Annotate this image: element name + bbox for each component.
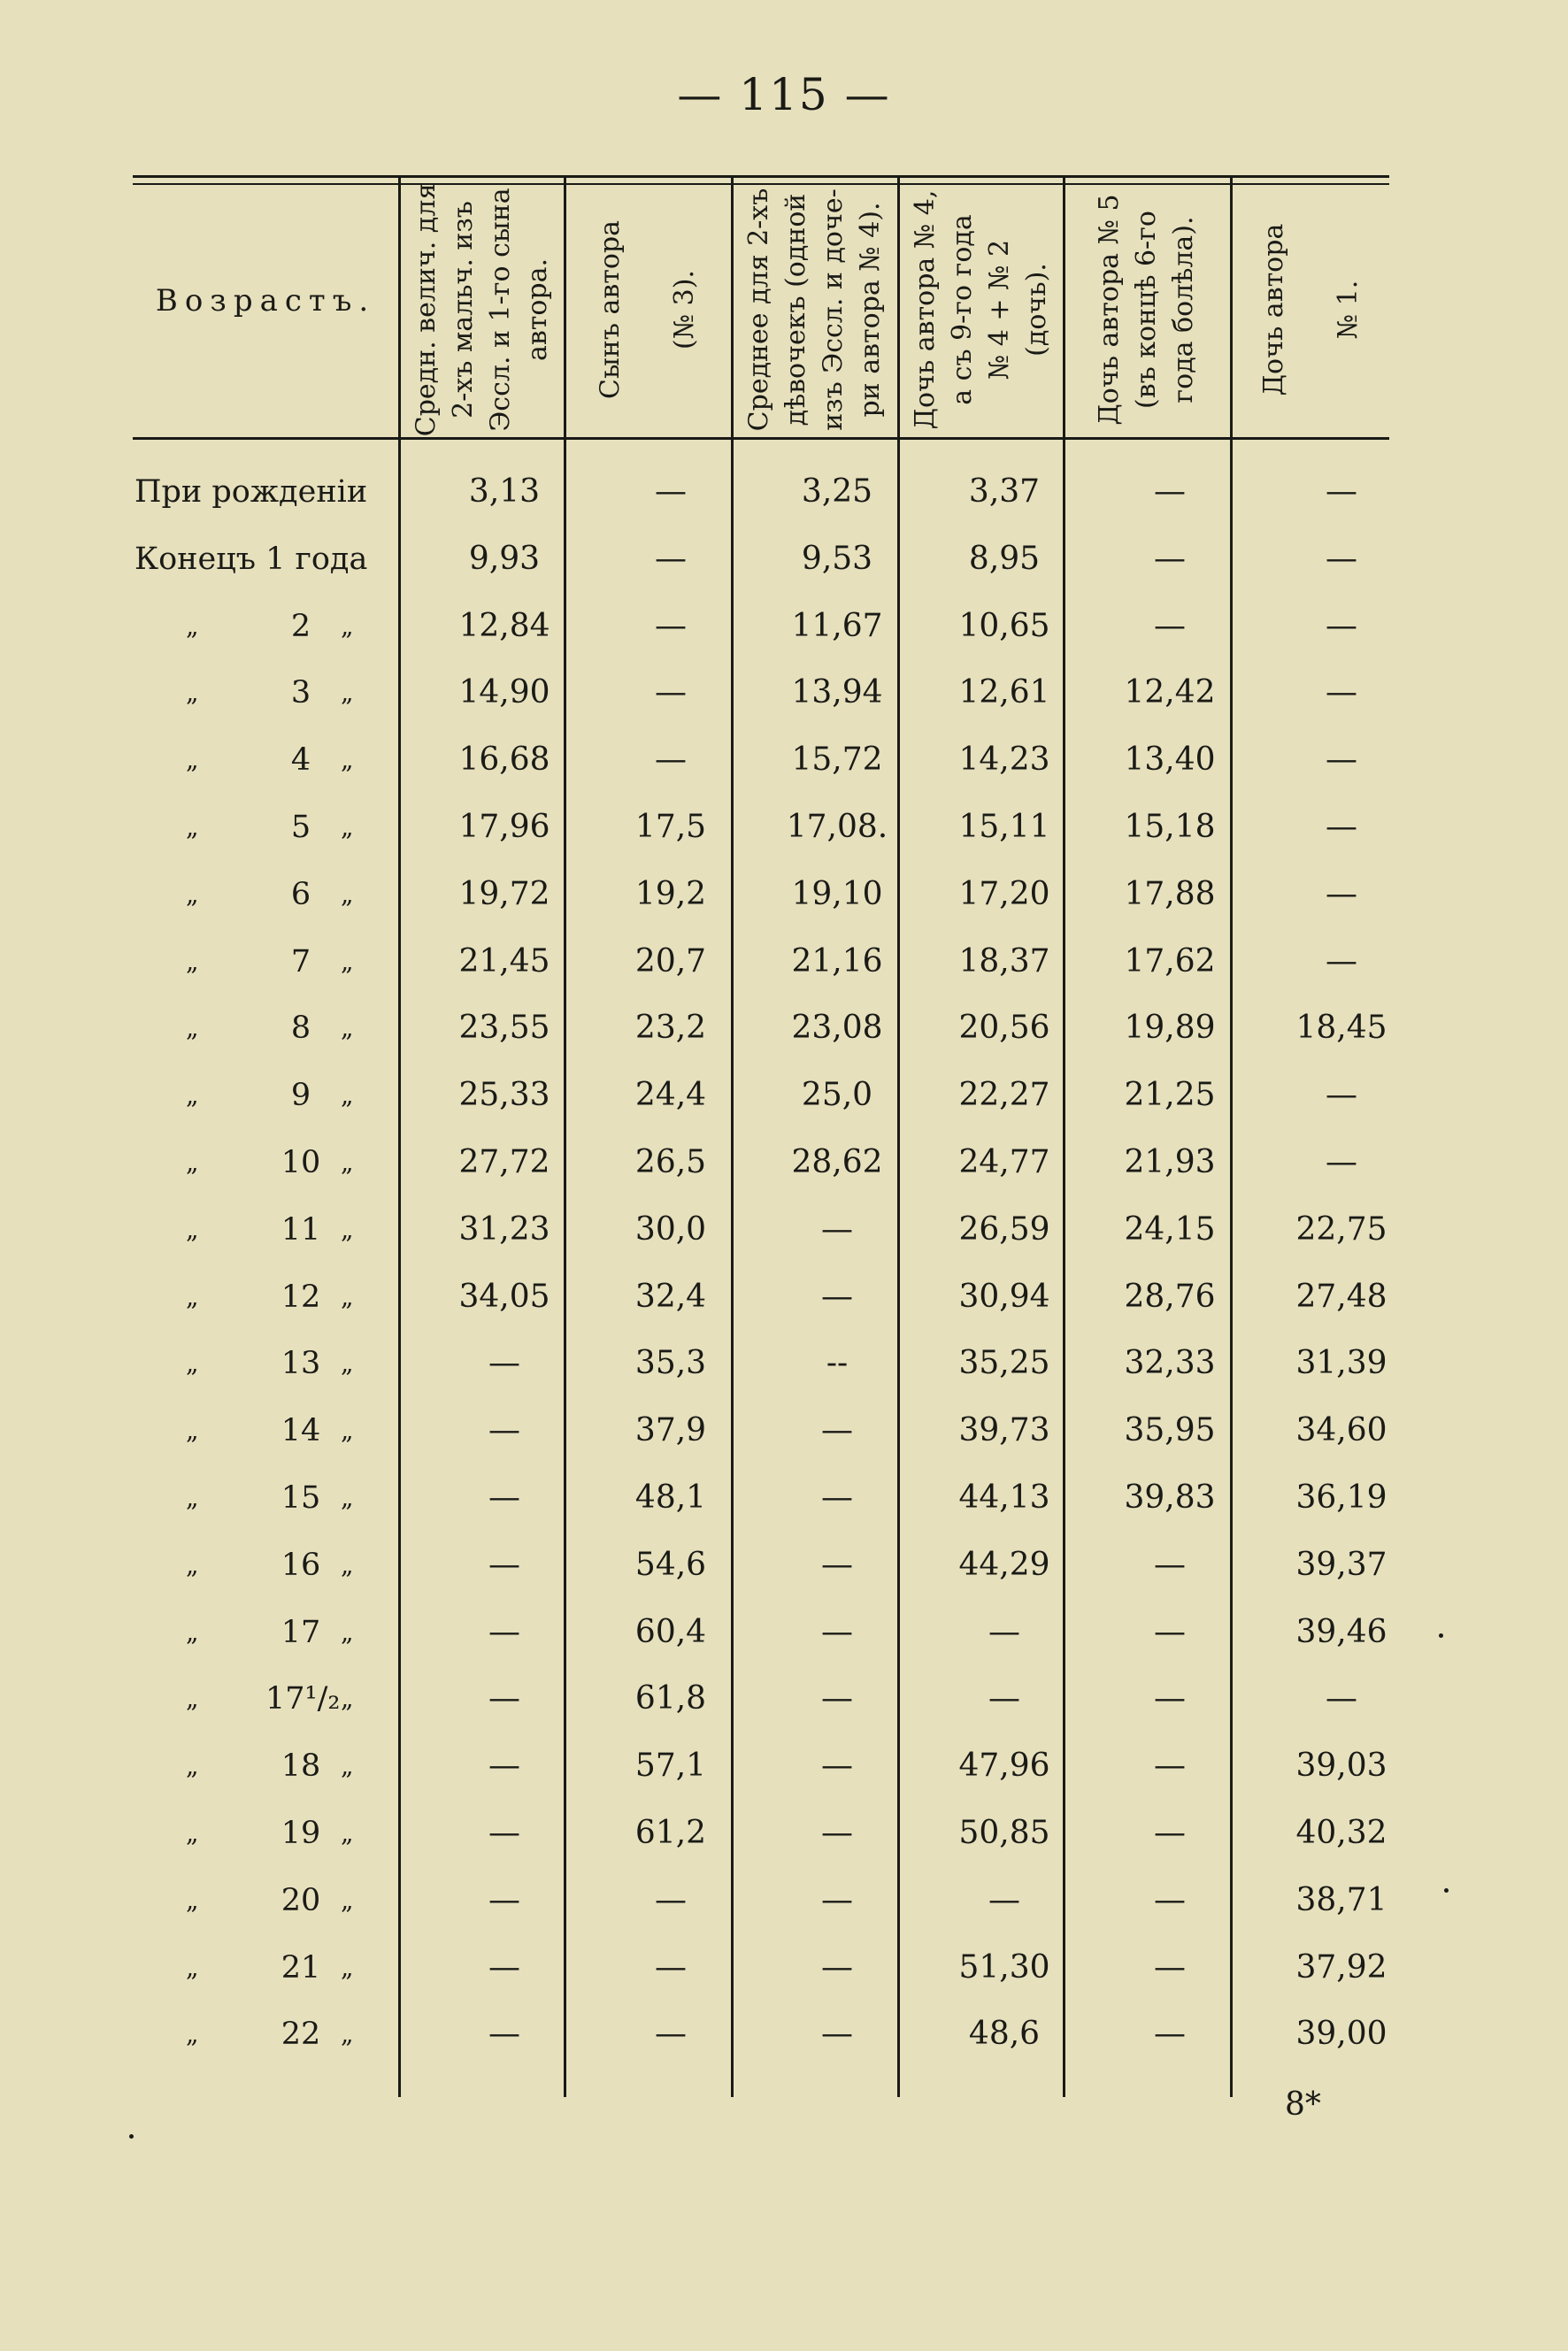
- value-cell-col-3: 19,10: [791, 875, 883, 912]
- value-cell-col-1: 27,72: [458, 1144, 550, 1180]
- age-label: Конецъ 1 года: [135, 541, 368, 577]
- age-cell: [133, 2001, 398, 2068]
- ditto-mark: „: [341, 1617, 354, 1647]
- header-col-2: Сынъ автора (№ 3).: [595, 220, 700, 399]
- ditto-mark: „: [341, 2019, 354, 2049]
- age-cell: [133, 659, 398, 726]
- value-cell-col-6: 40,32: [1295, 1815, 1387, 1851]
- value-cell-col-4: 20,56: [958, 1010, 1050, 1047]
- value-cell-col-5: 39,83: [1124, 1479, 1216, 1516]
- value-cell-col-1: —: [488, 2016, 520, 2053]
- age-cell: [133, 726, 398, 794]
- ditto-mark: „: [341, 1214, 354, 1244]
- table-row: [133, 794, 1389, 861]
- age-year: 17: [281, 1614, 321, 1650]
- value-cell-col-3: —: [821, 1748, 853, 1785]
- value-cell-col-4: 39,73: [958, 1412, 1050, 1449]
- value-cell-col-1: 23,55: [458, 1010, 550, 1047]
- value-cell-col-2: 19,2: [634, 875, 707, 912]
- value-cell-col-6: —: [1326, 809, 1357, 845]
- value-cell-col-5: 24,15: [1124, 1210, 1216, 1248]
- age-year: 9: [290, 1078, 311, 1114]
- table-row: [133, 2001, 1389, 2068]
- value-cell-col-3: 11,67: [791, 607, 883, 644]
- value-cell-col-1: —: [488, 1680, 520, 1717]
- ditto-mark: „: [341, 1416, 354, 1446]
- value-cell-col-1: —: [488, 1881, 520, 1918]
- value-cell-col-2: 48,1: [634, 1479, 707, 1516]
- ditto-mark: „: [186, 1617, 199, 1647]
- value-cell-col-2: 60,4: [634, 1613, 707, 1650]
- table-row: [133, 1330, 1389, 1397]
- value-cell-col-3: 25,0: [801, 1077, 873, 1114]
- value-cell-col-5: —: [1154, 607, 1186, 644]
- value-cell-col-1: 19,72: [458, 875, 550, 912]
- value-cell-col-2: 61,2: [634, 1815, 707, 1851]
- ditto-mark: „: [341, 1013, 354, 1043]
- value-cell-col-6: —: [1326, 540, 1357, 577]
- table-row: [133, 861, 1389, 928]
- age-cell: [133, 794, 398, 861]
- table-row: [133, 526, 1389, 593]
- value-cell-col-3: 21,16: [791, 942, 883, 980]
- value-cell-col-5: —: [1154, 473, 1186, 510]
- page-number: — 115 —: [677, 69, 891, 120]
- ditto-mark: „: [186, 1214, 199, 1244]
- header-col-4: Дочь автора № 4, а съ 9-го года № 4 + № 2 (дочь).: [910, 189, 1052, 430]
- value-cell-col-3: —: [821, 1210, 853, 1248]
- value-cell-col-4: 44,29: [958, 1546, 1050, 1583]
- table-row: [133, 659, 1389, 726]
- age-cell: [133, 1599, 398, 1666]
- age-cell: [133, 928, 398, 995]
- table-row: [133, 1867, 1389, 1934]
- paper-speck: [1439, 1633, 1443, 1638]
- value-cell-col-4: —: [988, 1680, 1020, 1717]
- value-cell-col-5: 15,18: [1124, 809, 1216, 845]
- value-cell-col-4: 8,95: [968, 540, 1041, 577]
- ditto-mark: „: [186, 678, 199, 708]
- table-row: [133, 458, 1389, 526]
- age-cell: [133, 995, 398, 1062]
- age-cell: [133, 1196, 398, 1264]
- age-cell: [133, 458, 398, 526]
- value-cell-col-5: —: [1154, 1613, 1186, 1650]
- value-cell-col-3: 13,94: [791, 674, 883, 711]
- ditto-mark: „: [341, 1080, 354, 1110]
- value-cell-col-3: —: [821, 1680, 853, 1717]
- age-cell: [133, 1867, 398, 1934]
- value-cell-col-2: —: [655, 540, 687, 577]
- table-row: [133, 928, 1389, 995]
- value-cell-col-4: 15,11: [958, 809, 1050, 845]
- ditto-mark: „: [341, 1483, 354, 1512]
- ditto-mark: „: [341, 611, 354, 641]
- value-cell-col-2: 35,3: [634, 1345, 707, 1382]
- ditto-mark: „: [341, 812, 354, 841]
- value-cell-col-1: 14,90: [458, 674, 550, 711]
- value-cell-col-4: —: [988, 1613, 1020, 1650]
- value-cell-col-1: 12,84: [458, 607, 550, 644]
- value-cell-col-4: 12,61: [958, 674, 1050, 711]
- ditto-mark: „: [186, 1281, 199, 1311]
- ditto-mark: „: [341, 1148, 354, 1177]
- age-year: 19: [281, 1816, 321, 1851]
- table-row: [133, 1264, 1389, 1331]
- ditto-mark: „: [341, 1684, 354, 1714]
- value-cell-col-1: 34,05: [458, 1278, 550, 1315]
- ditto-mark: „: [341, 1549, 354, 1579]
- header-col-1: Средн. велич. для 2-хъ мальч. изъ Эссл. и 1-го сына автора.: [411, 182, 553, 437]
- age-year: 10: [281, 1145, 321, 1180]
- value-cell-col-1: —: [488, 1345, 520, 1382]
- value-cell-col-5: 21,25: [1124, 1077, 1216, 1114]
- value-cell-col-6: —: [1326, 607, 1357, 644]
- age-cell: [133, 1934, 398, 2001]
- paper-speck: [129, 2134, 134, 2139]
- value-cell-col-6: 39,03: [1295, 1748, 1387, 1785]
- value-cell-col-1: —: [488, 1948, 520, 1986]
- value-cell-col-4: 48,6: [968, 2016, 1041, 2053]
- value-cell-col-5: —: [1154, 1815, 1186, 1851]
- value-cell-col-6: —: [1326, 1077, 1357, 1114]
- value-cell-col-6: —: [1326, 1680, 1357, 1717]
- value-cell-col-1: —: [488, 1546, 520, 1583]
- value-cell-col-5: —: [1154, 1881, 1186, 1918]
- age-cell: [133, 1129, 398, 1196]
- table-row: [133, 1532, 1389, 1599]
- value-cell-col-1: 17,96: [458, 809, 550, 845]
- value-cell-col-1: —: [488, 1479, 520, 1516]
- age-cell: [133, 861, 398, 928]
- ditto-mark: „: [186, 879, 199, 909]
- ditto-mark: „: [186, 1483, 199, 1512]
- value-cell-col-5: —: [1154, 1948, 1186, 1986]
- age-year: 7: [290, 943, 311, 980]
- value-cell-col-3: 9,53: [801, 540, 873, 577]
- value-cell-col-1: —: [488, 1815, 520, 1851]
- value-cell-col-5: —: [1154, 2016, 1186, 2053]
- ditto-mark: „: [186, 1885, 199, 1915]
- value-cell-col-4: 3,37: [968, 473, 1041, 510]
- value-cell-col-2: —: [655, 741, 687, 779]
- age-year: 14: [281, 1413, 321, 1449]
- value-cell-col-1: 3,13: [468, 473, 541, 510]
- header-col-3: Среднее для 2-хъ дѣвочекъ (одной изъ Эссл. и доче- ри автора № 4).: [743, 188, 886, 432]
- ditto-mark: „: [341, 1952, 354, 1982]
- ditto-mark: „: [341, 1281, 354, 1311]
- value-cell-col-5: 17,62: [1124, 942, 1216, 980]
- table-row: [133, 1062, 1389, 1129]
- paper-speck: [1444, 1888, 1449, 1893]
- value-cell-col-2: 24,4: [634, 1077, 707, 1114]
- table-row: [133, 1196, 1389, 1264]
- ditto-mark: „: [341, 1818, 354, 1848]
- value-cell-col-3: —: [821, 2016, 853, 2053]
- table-row: [133, 1934, 1389, 2001]
- value-cell-col-2: 30,0: [634, 1210, 707, 1248]
- ditto-mark: „: [186, 745, 199, 775]
- age-year: 8: [290, 1010, 311, 1047]
- age-year: 21: [281, 1949, 321, 1986]
- value-cell-col-2: 54,6: [634, 1546, 707, 1583]
- value-cell-col-4: 35,25: [958, 1345, 1050, 1382]
- table-row: [133, 1129, 1389, 1196]
- value-cell-col-2: —: [655, 674, 687, 711]
- age-cell: [133, 1800, 398, 1867]
- value-cell-col-4: 14,23: [958, 741, 1050, 779]
- ditto-mark: „: [186, 1818, 199, 1848]
- value-cell-col-3: 23,08: [791, 1010, 883, 1047]
- ditto-mark: „: [186, 1148, 199, 1177]
- value-cell-col-2: 32,4: [634, 1278, 707, 1315]
- age-year: 16: [281, 1547, 321, 1583]
- ditto-mark: „: [186, 1416, 199, 1446]
- value-cell-col-1: 21,45: [458, 942, 550, 980]
- value-cell-col-3: —: [821, 1815, 853, 1851]
- value-cell-col-4: 22,27: [958, 1077, 1050, 1114]
- value-cell-col-2: —: [655, 2016, 687, 2053]
- ditto-mark: „: [186, 1952, 199, 1982]
- age-year: 13: [281, 1346, 321, 1382]
- value-cell-col-3: 28,62: [791, 1144, 883, 1180]
- value-cell-col-5: —: [1154, 1680, 1186, 1717]
- age-cell: [133, 1330, 398, 1397]
- value-cell-col-3: —: [821, 1546, 853, 1583]
- age-cell: [133, 1733, 398, 1800]
- value-cell-col-4: —: [988, 1881, 1020, 1918]
- value-cell-col-2: 61,8: [634, 1680, 707, 1717]
- ditto-mark: „: [341, 678, 354, 708]
- value-cell-col-3: —: [821, 1881, 853, 1918]
- table-row: [133, 1665, 1389, 1733]
- value-cell-col-6: 18,45: [1295, 1010, 1387, 1047]
- value-cell-col-5: 32,33: [1124, 1345, 1216, 1382]
- value-cell-col-3: —: [821, 1479, 853, 1516]
- value-cell-col-6: —: [1326, 473, 1357, 510]
- age-cell: [133, 1397, 398, 1464]
- value-cell-col-1: 16,68: [458, 741, 550, 779]
- value-cell-col-2: —: [655, 1948, 687, 1986]
- value-cell-col-6: 22,75: [1295, 1210, 1387, 1248]
- ditto-mark: „: [186, 1348, 199, 1379]
- ditto-mark: „: [341, 879, 354, 909]
- value-cell-col-4: 10,65: [958, 607, 1050, 644]
- value-cell-col-2: 26,5: [634, 1144, 707, 1180]
- value-cell-col-2: —: [655, 607, 687, 644]
- value-cell-col-2: 17,5: [634, 809, 707, 845]
- ditto-mark: „: [186, 812, 199, 841]
- value-cell-col-2: —: [655, 473, 687, 510]
- value-cell-col-2: 37,9: [634, 1412, 707, 1449]
- value-cell-col-4: 18,37: [958, 942, 1050, 980]
- value-cell-col-1: —: [488, 1412, 520, 1449]
- value-cell-col-3: —: [821, 1613, 853, 1650]
- value-cell-col-5: 19,89: [1124, 1010, 1216, 1047]
- value-cell-col-6: 39,00: [1295, 2016, 1387, 2053]
- value-cell-col-2: 23,2: [634, 1010, 707, 1047]
- value-cell-col-6: 34,60: [1295, 1412, 1387, 1449]
- age-year: 22: [281, 2017, 321, 2053]
- value-cell-col-4: 44,13: [958, 1479, 1050, 1516]
- value-cell-col-6: 39,46: [1295, 1613, 1387, 1650]
- value-cell-col-4: 30,94: [958, 1278, 1050, 1315]
- age-year: 17¹/₂: [265, 1681, 341, 1717]
- value-cell-col-4: 26,59: [958, 1210, 1050, 1248]
- value-cell-col-4: 24,77: [958, 1144, 1050, 1180]
- value-cell-col-1: 25,33: [458, 1077, 550, 1114]
- value-cell-col-6: 27,48: [1295, 1278, 1387, 1315]
- ditto-mark: „: [186, 946, 199, 976]
- value-cell-col-3: —: [821, 1948, 853, 1986]
- ditto-mark: „: [186, 2019, 199, 2049]
- value-cell-col-6: —: [1326, 1144, 1357, 1180]
- age-cell: [133, 526, 398, 593]
- ditto-mark: „: [186, 1549, 199, 1579]
- value-cell-col-6: 38,71: [1295, 1881, 1387, 1918]
- age-cell: [133, 593, 398, 660]
- table-row: [133, 726, 1389, 794]
- value-cell-col-5: 13,40: [1124, 741, 1216, 779]
- value-cell-col-3: 3,25: [801, 473, 873, 510]
- value-cell-col-2: 20,7: [634, 942, 707, 980]
- ditto-mark: „: [341, 946, 354, 976]
- ditto-mark: „: [341, 745, 354, 775]
- age-year: 18: [281, 1748, 321, 1785]
- value-cell-col-3: 17,08.: [786, 809, 888, 845]
- age-year: 2: [290, 608, 311, 644]
- value-cell-col-3: 15,72: [791, 741, 883, 779]
- signature-mark: 8*: [1285, 2086, 1321, 2123]
- age-cell: [133, 1532, 398, 1599]
- age-year: 5: [290, 810, 311, 845]
- value-cell-col-5: —: [1154, 1748, 1186, 1785]
- ditto-mark: „: [341, 1751, 354, 1781]
- ditto-mark: „: [186, 1684, 199, 1714]
- value-cell-col-1: 31,23: [458, 1210, 550, 1248]
- age-year: 4: [290, 742, 311, 779]
- value-cell-col-6: —: [1326, 741, 1357, 779]
- age-cell: [133, 1062, 398, 1129]
- age-cell: [133, 1665, 398, 1733]
- header-col-6: Дочь автора № 1.: [1258, 223, 1364, 396]
- value-cell-col-6: 31,39: [1295, 1345, 1387, 1382]
- table-row: [133, 1733, 1389, 1800]
- value-cell-col-5: 35,95: [1124, 1412, 1216, 1449]
- age-cell: [133, 1464, 398, 1532]
- value-cell-col-1: —: [488, 1613, 520, 1650]
- age-cell: [133, 1264, 398, 1331]
- value-cell-col-2: 57,1: [634, 1748, 707, 1785]
- table-row: [133, 1464, 1389, 1532]
- table-row: [133, 593, 1389, 660]
- table-row: [133, 1599, 1389, 1666]
- value-cell-col-3: --: [826, 1345, 849, 1382]
- value-cell-col-6: 36,19: [1295, 1479, 1387, 1516]
- ditto-mark: „: [186, 1080, 199, 1110]
- value-cell-col-4: 17,20: [958, 875, 1050, 912]
- age-year: 3: [290, 675, 311, 711]
- value-cell-col-3: —: [821, 1412, 853, 1449]
- table-row: [133, 1397, 1389, 1464]
- age-year: 15: [281, 1480, 321, 1516]
- ditto-mark: „: [186, 1751, 199, 1781]
- header-col-5: Дочь автора № 5 (въ концѣ 6-го года болѣла).: [1094, 194, 1199, 426]
- value-cell-col-1: —: [488, 1748, 520, 1785]
- age-label: При рожденіи: [135, 474, 368, 510]
- age-year: 6: [290, 876, 311, 912]
- table-row: [133, 995, 1389, 1062]
- value-cell-col-6: 39,37: [1295, 1546, 1387, 1583]
- value-cell-col-6: —: [1326, 674, 1357, 711]
- age-year: 11: [281, 1211, 321, 1248]
- value-cell-col-5: —: [1154, 540, 1186, 577]
- ditto-mark: „: [341, 1885, 354, 1915]
- value-cell-col-5: —: [1154, 1546, 1186, 1583]
- table-row: [133, 1800, 1389, 1867]
- ditto-mark: „: [186, 611, 199, 641]
- value-cell-col-6: —: [1326, 942, 1357, 980]
- value-cell-col-4: 51,30: [958, 1948, 1050, 1986]
- ditto-mark: „: [186, 1013, 199, 1043]
- age-year: 20: [281, 1882, 321, 1918]
- value-cell-col-3: —: [821, 1278, 853, 1315]
- value-cell-col-5: 12,42: [1124, 674, 1216, 711]
- value-cell-col-6: 37,92: [1295, 1948, 1387, 1986]
- age-year: 12: [281, 1279, 321, 1315]
- value-cell-col-5: 21,93: [1124, 1144, 1216, 1180]
- age-column-header: Возрастъ.: [155, 283, 376, 319]
- value-cell-col-5: 17,88: [1124, 875, 1216, 912]
- value-cell-col-2: —: [655, 1881, 687, 1918]
- value-cell-col-4: 50,85: [958, 1815, 1050, 1851]
- value-cell-col-4: 47,96: [958, 1748, 1050, 1785]
- value-cell-col-5: 28,76: [1124, 1278, 1216, 1315]
- value-cell-col-6: —: [1326, 875, 1357, 912]
- ditto-mark: „: [341, 1348, 354, 1379]
- value-cell-col-1: 9,93: [468, 540, 541, 577]
